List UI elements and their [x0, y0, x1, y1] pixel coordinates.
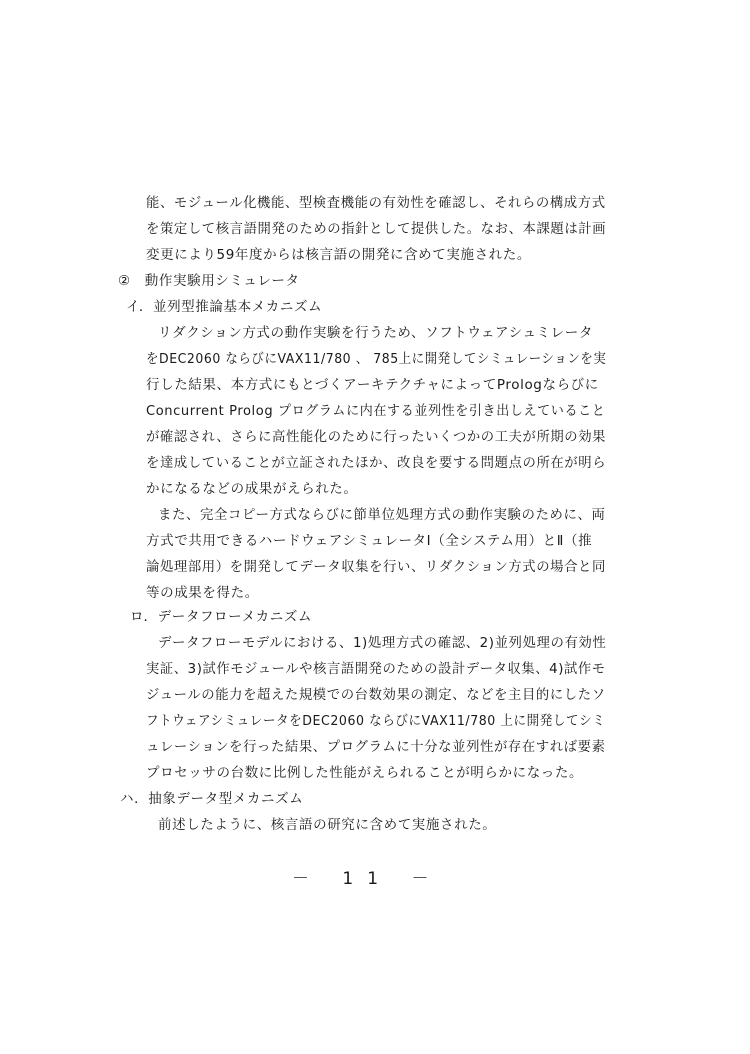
text-line: 実証、3)試作モジュールや核言語開発のための設計データ収集、4)試作モ: [146, 661, 606, 677]
text-line: 能、モジュール化機能、型検査機能の有効性を確認し、それらの構成方式: [146, 195, 606, 211]
subsection-heading: ロ．データフローメカニズム: [130, 609, 313, 625]
text-line: を達成していることが立証されたほか、改良を要する問題点の所在が明ら: [146, 455, 607, 471]
text-line: 変更により59年度からは核言語の開発に含めて実施された。: [146, 247, 531, 263]
text-line: フトウェアシミュレータをDEC2060 ならびにVAX11/780 上に開発してシミ: [146, 713, 606, 729]
section-heading: ② 動作実験用シミュレータ: [118, 273, 300, 289]
text-line: プロセッサの台数に比例した性能がえられることが明らかになった。: [146, 765, 584, 781]
text-line: また、完全コピー方式ならびに節単位処理方式の動作実験のために、両: [158, 507, 606, 523]
text-line: 論処理部用）を開発してデータ収集を行い、リダクション方式の場合と同: [146, 559, 606, 575]
text-line: をDEC2060 ならびにVAX11/780 、 785上に開発してシミュレーションを実: [146, 351, 607, 367]
text-line: かになるなどの成果がえられた。: [146, 481, 358, 497]
text-line: ジュールの能力を超えた規模での台数効果の測定、などを主目的にしたソ: [146, 687, 606, 703]
text-line: 行した結果、本方式にもとづくアーキテクチャによってPrologならびに: [146, 377, 599, 393]
subsection-heading: イ．並列型推論基本メカニズム: [126, 299, 323, 315]
text-line: 等の成果を得た。: [146, 585, 259, 601]
subsection-heading: ハ．抽象データ型メカニズム: [120, 791, 304, 807]
text-line: が確認され、さらに高性能化のために行ったいくつかの工夫が所期の効果: [146, 429, 607, 445]
page-number: － 11 －: [292, 869, 443, 889]
text-line: 前述したように、核言語の研究に含めて実施された。: [158, 817, 497, 833]
text-line: Concurrent Prolog プログラムに内在する並列性を引き出しえていること: [146, 403, 606, 419]
text-line: データフローモデルにおける、1)処理方式の確認、2)並列処理の有効性: [158, 635, 607, 651]
text-line: リダクション方式の動作実験を行うため、ソフトウェアシュミレータ: [158, 325, 593, 341]
text-line: 方式で共用できるハードウェアシミュレータⅠ（全システム用）とⅡ（推: [146, 533, 593, 549]
text-line: ュレーションを行った結果、プログラムに十分な並列性が存在すれば要素: [146, 739, 606, 755]
text-line: を策定して核言語開発のための指針として提供した。なお、本課題は計画: [146, 221, 607, 237]
